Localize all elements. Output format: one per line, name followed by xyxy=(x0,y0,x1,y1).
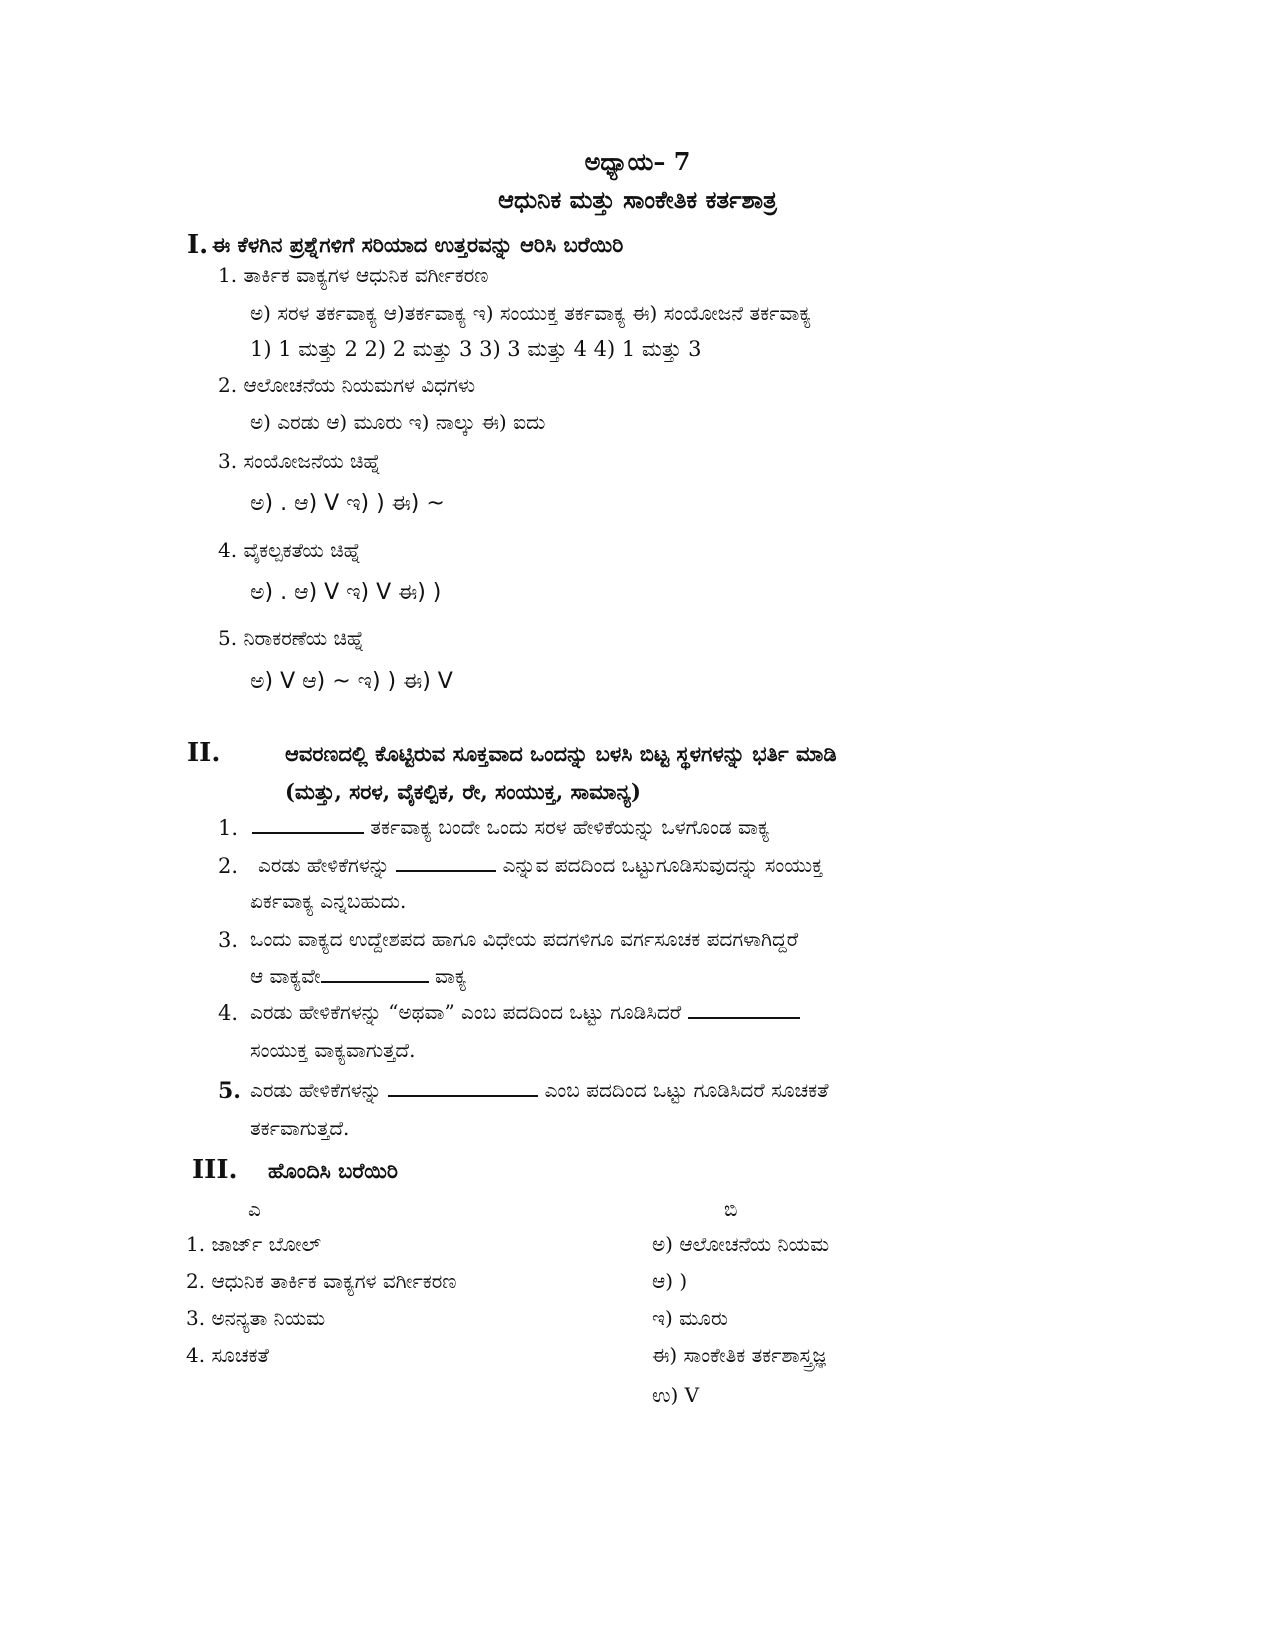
section-2-number: II. xyxy=(187,738,221,768)
s1-q1-question: 1. ತಾರ್ಕಿಕ ವಾಕ್ಯಗಳ ಆಧುನಿಕ ವರ್ಗೀಕರಣ xyxy=(218,263,489,287)
s2-q2-line xyxy=(258,855,823,875)
chapter-title: ಆಧುನಿಕ ಮತ್ತು ಸಾಂಕೇತಿಕ ಕರ್ತಶಾತ್ರ xyxy=(498,185,777,214)
s2-q5-line2: ತರ್ಕವಾಗುತ್ತದೆ. xyxy=(250,1116,350,1140)
s2-q3-number: 3. xyxy=(218,928,239,952)
column-a-heading: ಎ xyxy=(248,1197,261,1221)
s2-q4-blank[interactable] xyxy=(688,1003,800,1019)
s2-q4-number: 4. xyxy=(218,1001,239,1025)
match-right-item: ಉ) V xyxy=(652,1383,700,1407)
match-right-item: ಈ) ಸಾಂಕೇತಿಕ ತರ್ಕಶಾಸ್ತ್ರಜ್ಞ xyxy=(652,1343,826,1367)
s2-q3-text-after: ವಾಕ್ಯ xyxy=(428,964,467,988)
s2-q2-number: 2. xyxy=(218,854,239,878)
s2-q5-line xyxy=(250,1080,829,1100)
s1-q3-options: ಅ) . ಆ) V ಇ) ) ಈ) ~ xyxy=(250,491,445,516)
s2-q1-line xyxy=(252,817,770,837)
s1-q5-question: 5. ನಿರಾಕರಣೆಯ ಚಿಹ್ನೆ xyxy=(218,626,365,650)
match-left-item: 3. ಅನನ್ಯತಾ ನಿಯಮ xyxy=(186,1306,326,1330)
s2-q4-line2: ಸಂಯುಕ್ತ ವಾಕ್ಯವಾಗುತ್ತದೆ. xyxy=(250,1038,416,1062)
s2-q4-text-before: ಎರಡು ಹೇಳಿಕೆಗಳನ್ನು “ಅಥವಾ” ಎಂಬ ಪದದಿಂದ ಒಟ್ಟು ಗೂಡಿಸಿದರೆ xyxy=(250,1000,688,1024)
s1-q5-options: ಅ) V ಆ) ~ ಇ) ) ಈ) V xyxy=(250,669,453,694)
section-3-number: III. xyxy=(192,1155,238,1185)
column-b-heading: ಬಿ xyxy=(724,1197,738,1221)
s1-q1-choices: 1) 1 ಮತ್ತು 2 2) 2 ಮತ್ತು 3 3) 3 ಮತ್ತು 4 4) 1 ಮತ್ತು 3 xyxy=(250,337,702,361)
s1-q3-question: 3. ಸಂಯೋಜನೆಯ ಚಿಹ್ನೆ xyxy=(218,449,381,473)
s1-q2-question: 2. ಆಲೋಚನೆಯ ನಿಯಮಗಳ ವಿಧಗಳು xyxy=(218,373,476,397)
s2-q5-text-before: ಎರಡು ಹೇಳಿಕೆಗಳನ್ನು xyxy=(250,1078,389,1102)
section-3-heading: ಹೊಂದಿಸಿ ಬರೆಯಿರಿ xyxy=(268,1158,398,1183)
chapter-heading: ಅಧ್ಯಾಯ– 7 xyxy=(584,147,691,176)
s2-q3-text-before: ಆ ವಾಕ್ಯವೇ xyxy=(250,964,321,988)
s2-q1-text: ತರ್ಕವಾಕ್ಯ ಬಂದೇ ಒಂದು ಸರಳ ಹೇಳಿಕೆಯನ್ನು ಒಳಗೊಂಡ ವಾಕ್ಯ xyxy=(364,815,770,839)
s1-q4-options: ಅ) . ಆ) V ಇ) V ಈ) ) xyxy=(250,580,442,605)
section-2-word-bank: (ಮತ್ತು, ಸರಳ, ವೈಕಲ್ಪಿಕ, ರೇ, ಸಂಯುಕ್ತ, ಸಾಮಾನ್ಯ) xyxy=(285,779,641,804)
s2-q2-line2: ಏರ್ಕವಾಕ್ಯ ಎನ್ನಬಹುದು. xyxy=(250,889,407,913)
s1-q1-options: ಅ) ಸರಳ ತರ್ಕವಾಕ್ಯ ಆ)ತರ್ಕವಾಕ್ಯ ಇ) ಸಂಯುಕ್ತ ತರ್ಕವಾಕ್ಯ ಈ) ಸಂಯೋಜನೆ ತರ್ಕವಾಕ್ಯ xyxy=(250,301,812,325)
match-right-item: ಆ) ) xyxy=(652,1269,688,1293)
s2-q5-text-after: ಎಂಬ ಪದದಿಂದ ಒಟ್ಟು ಗೂಡಿಸಿದರೆ ಸೂಚಕತೆ xyxy=(538,1078,829,1102)
section-1-number: I. xyxy=(187,230,209,260)
match-right-item: ಇ) ಮೂರು xyxy=(652,1306,728,1330)
match-left-item: 2. ಆಧುನಿಕ ತಾರ್ಕಿಕ ವಾಕ್ಯಗಳ ವರ್ಗೀಕರಣ xyxy=(186,1269,457,1293)
section-1-heading: ಈ ಕೆಳಗಿನ ಪ್ರಶ್ನೆಗಳಿಗೆ ಸರಿಯಾದ ಉತ್ತರವನ್ನು ಆರಿಸಿ ಬರೆಯಿರಿ xyxy=(212,232,624,257)
s1-q2-options: ಅ) ಎರಡು ಆ) ಮೂರು ಇ) ನಾಲ್ಕು ಈ) ಐದು xyxy=(250,410,546,434)
section-2-heading: ಆವರಣದಲ್ಲಿ ಕೊಟ್ಟಿರುವ ಸೂಕ್ತವಾದ ಒಂದನ್ನು ಬಳಸಿ ಬಿಟ್ಟ ಸ್ಥಳಗಳನ್ನು ಭರ್ತಿ ಮಾಡಿ xyxy=(285,741,837,766)
s1-q4-question: 4. ವೈಕಲ್ಪಕತೆಯ ಚಿಹ್ನೆ xyxy=(218,538,361,562)
s2-q2-blank[interactable] xyxy=(396,856,496,872)
s2-q3-blank[interactable] xyxy=(321,967,429,983)
s2-q1-blank[interactable] xyxy=(252,818,364,834)
s2-q5-blank[interactable] xyxy=(388,1081,538,1097)
s2-q1-number: 1. xyxy=(218,816,239,840)
match-right-item: ಅ) ಆಲೋಚನೆಯ ನಿಯಮ xyxy=(652,1232,830,1256)
match-left-item: 1. ಜಾರ್ಜ್ ಬೋಲ್ xyxy=(186,1232,321,1256)
match-left-item: 4. ಸೂಚಕತೆ xyxy=(186,1343,269,1367)
s2-q4-line xyxy=(250,1002,800,1022)
s2-q5-number: 5. xyxy=(218,1078,241,1104)
s2-q2-text-after: ಎನ್ನುವ ಪದದಿಂದ ಒಟ್ಟುಗೂಡಿಸುವುದನ್ನು ಸಂಯುಕ್ತ xyxy=(496,853,823,877)
s2-q3-line2 xyxy=(250,966,467,986)
s2-q2-text-before: ಎರಡು ಹೇಳಿಕೆಗಳನ್ನು xyxy=(258,853,397,877)
s2-q3-line1: ಒಂದು ವಾಕ್ಯದ ಉದ್ದೇಶಪದ ಹಾಗೂ ವಿಧೇಯ ಪದಗಳಿಗೂ ವರ್ಗಸೂಚಕ ಪದಗಳಾಗಿದ್ದರೆ xyxy=(250,927,799,951)
